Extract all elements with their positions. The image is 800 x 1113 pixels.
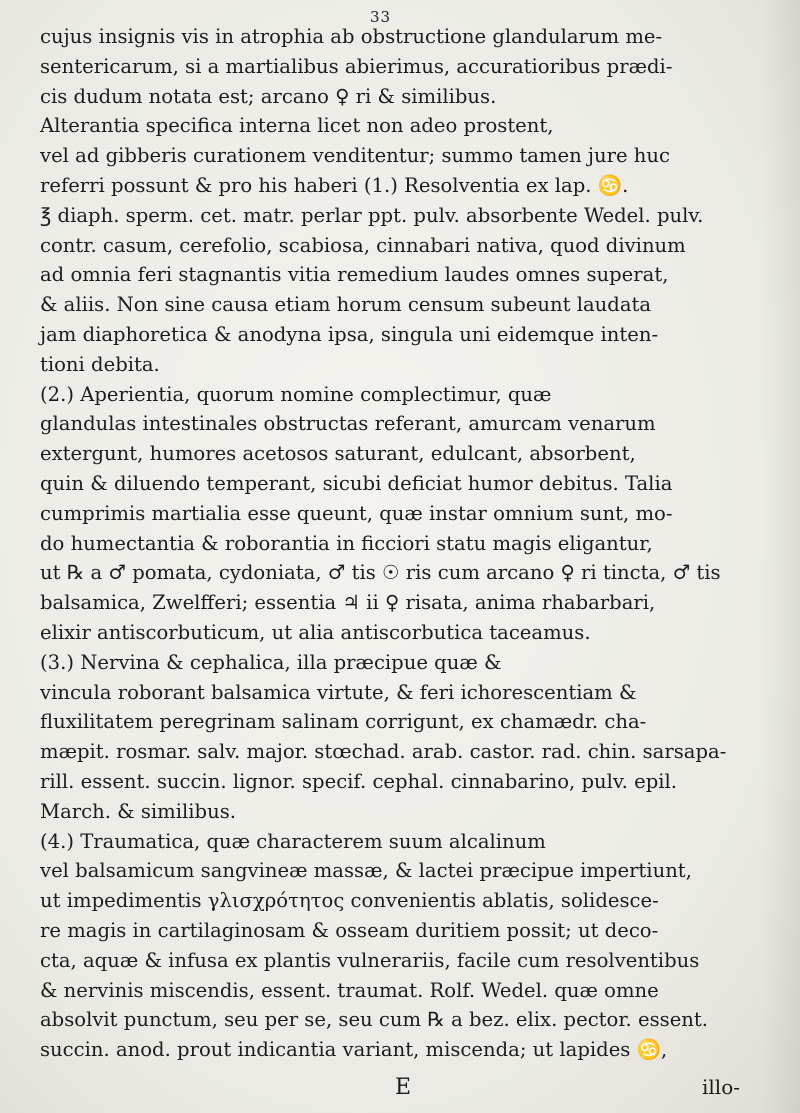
text-line: vel ad gibberis curationem venditentur; summo tamen jure huc [40, 144, 671, 168]
text-line: quin & diluendo temperant, sicubi deficiat humor debitus. Talia [40, 471, 673, 495]
text-line: balsamica, Zwelfferi; essentia ♃ ii ♀ risata, anima rhabarbari, [40, 591, 656, 615]
text-line: ad omnia feri stagnantis vitia remedium laudes omnes superat, [40, 263, 669, 287]
text-line: cumprimis martialia esse queunt, quæ instar omnium sunt, mo- [40, 501, 673, 525]
text-line: ℥ diaph. sperm. cet. matr. perlar ppt. pulv. absorbente Wedel. pulv. [40, 203, 704, 227]
text-line: glandulas intestinales obstructas referant, amurcam venarum [40, 412, 656, 436]
text-line: extergunt, humores acetosos saturant, edulcant, absorbent, [40, 442, 636, 466]
text-line: elixir antiscorbuticum, ut alia antiscorbutica taceamus. [40, 620, 591, 644]
page-number: 33 [370, 8, 392, 26]
text-line: & nervinis miscendis, essent. traumat. Rolf. Wedel. quæ omne [40, 978, 659, 1002]
text-line: absolvit punctum, seu per se, seu cum ℞ a bez. elix. pector. essent. [40, 1008, 709, 1032]
text-line: (3.) Nervina & cephalica, illa præcipue quæ & [40, 650, 502, 674]
body-text [40, 22, 762, 1065]
text-line: cta, aquæ & infusa ex plantis vulnerariis, facile cum resolventibus [40, 948, 700, 972]
text-line: (2.) Aperientia, quorum nomine complectimur, quæ [40, 382, 552, 406]
text-line: & aliis. Non sine causa etiam horum censum subeunt laudata [40, 293, 652, 317]
page-edge-shadow [762, 0, 800, 1113]
catchword: illo- [702, 1075, 740, 1099]
text-line: contr. casum, cerefolio, scabiosa, cinnabari nativa, quod divinum [40, 233, 686, 257]
text-line: re magis in cartilaginosam & osseam duritiem possit; ut deco- [40, 918, 659, 942]
text-line: cis dudum notata est; arcano ♀ ri & similibus. [40, 84, 497, 108]
text-line: (4.) Traumatica, quæ characterem suum alcalinum [40, 829, 546, 853]
text-line: referri possunt & pro his haberi (1.) Resolventia ex lap. ♋. [40, 173, 629, 197]
text-line: vel balsamicum sangvineæ massæ, & lactei præcipue impertiunt, [40, 859, 692, 883]
text-line: jam diaphoretica & anodyna ipsa, singula uni eidemque inten- [40, 322, 659, 346]
text-line: tioni debita. [40, 352, 160, 376]
text-line: rill. essent. succin. lignor. specif. cephal. cinnabarino, pulv. epil. [40, 769, 677, 793]
text-line: mæpit. rosmar. salv. major. stœchad. arab. castor. rad. chin. sarsapa- [40, 740, 727, 764]
text-line: fluxilitatem peregrinam salinam corrigunt, ex chamædr. cha- [40, 710, 647, 734]
text-line: March. & similibus. [40, 799, 236, 823]
signature-mark: E [395, 1075, 412, 1100]
text-line: Alterantia specifica interna licet non adeo prostent, [40, 114, 554, 138]
text-line: ut ℞ a ♂ pomata, cydoniata, ♂ tis ☉ ris cum arcano ♀ ri tincta, ♂ tis [40, 561, 721, 585]
text-line: succin. anod. prout indicantia variant, miscenda; ut lapides ♋, [40, 1038, 668, 1062]
text-line: vincula roborant balsamica virtute, & feri ichorescentiam & [40, 680, 637, 704]
text-line: ut impedimentis γλισχρότητος convenientis ablatis, solidescе- [40, 889, 659, 913]
text-line: sentericarum, si a martialibus abierimus, accuratioribus prædi- [40, 54, 673, 78]
text-line: do humectantia & roborantia in ficciori statu magis eligantur, [40, 531, 653, 555]
text-line: cujus insignis vis in atrophia ab obstructione glandularum me- [40, 25, 663, 48]
